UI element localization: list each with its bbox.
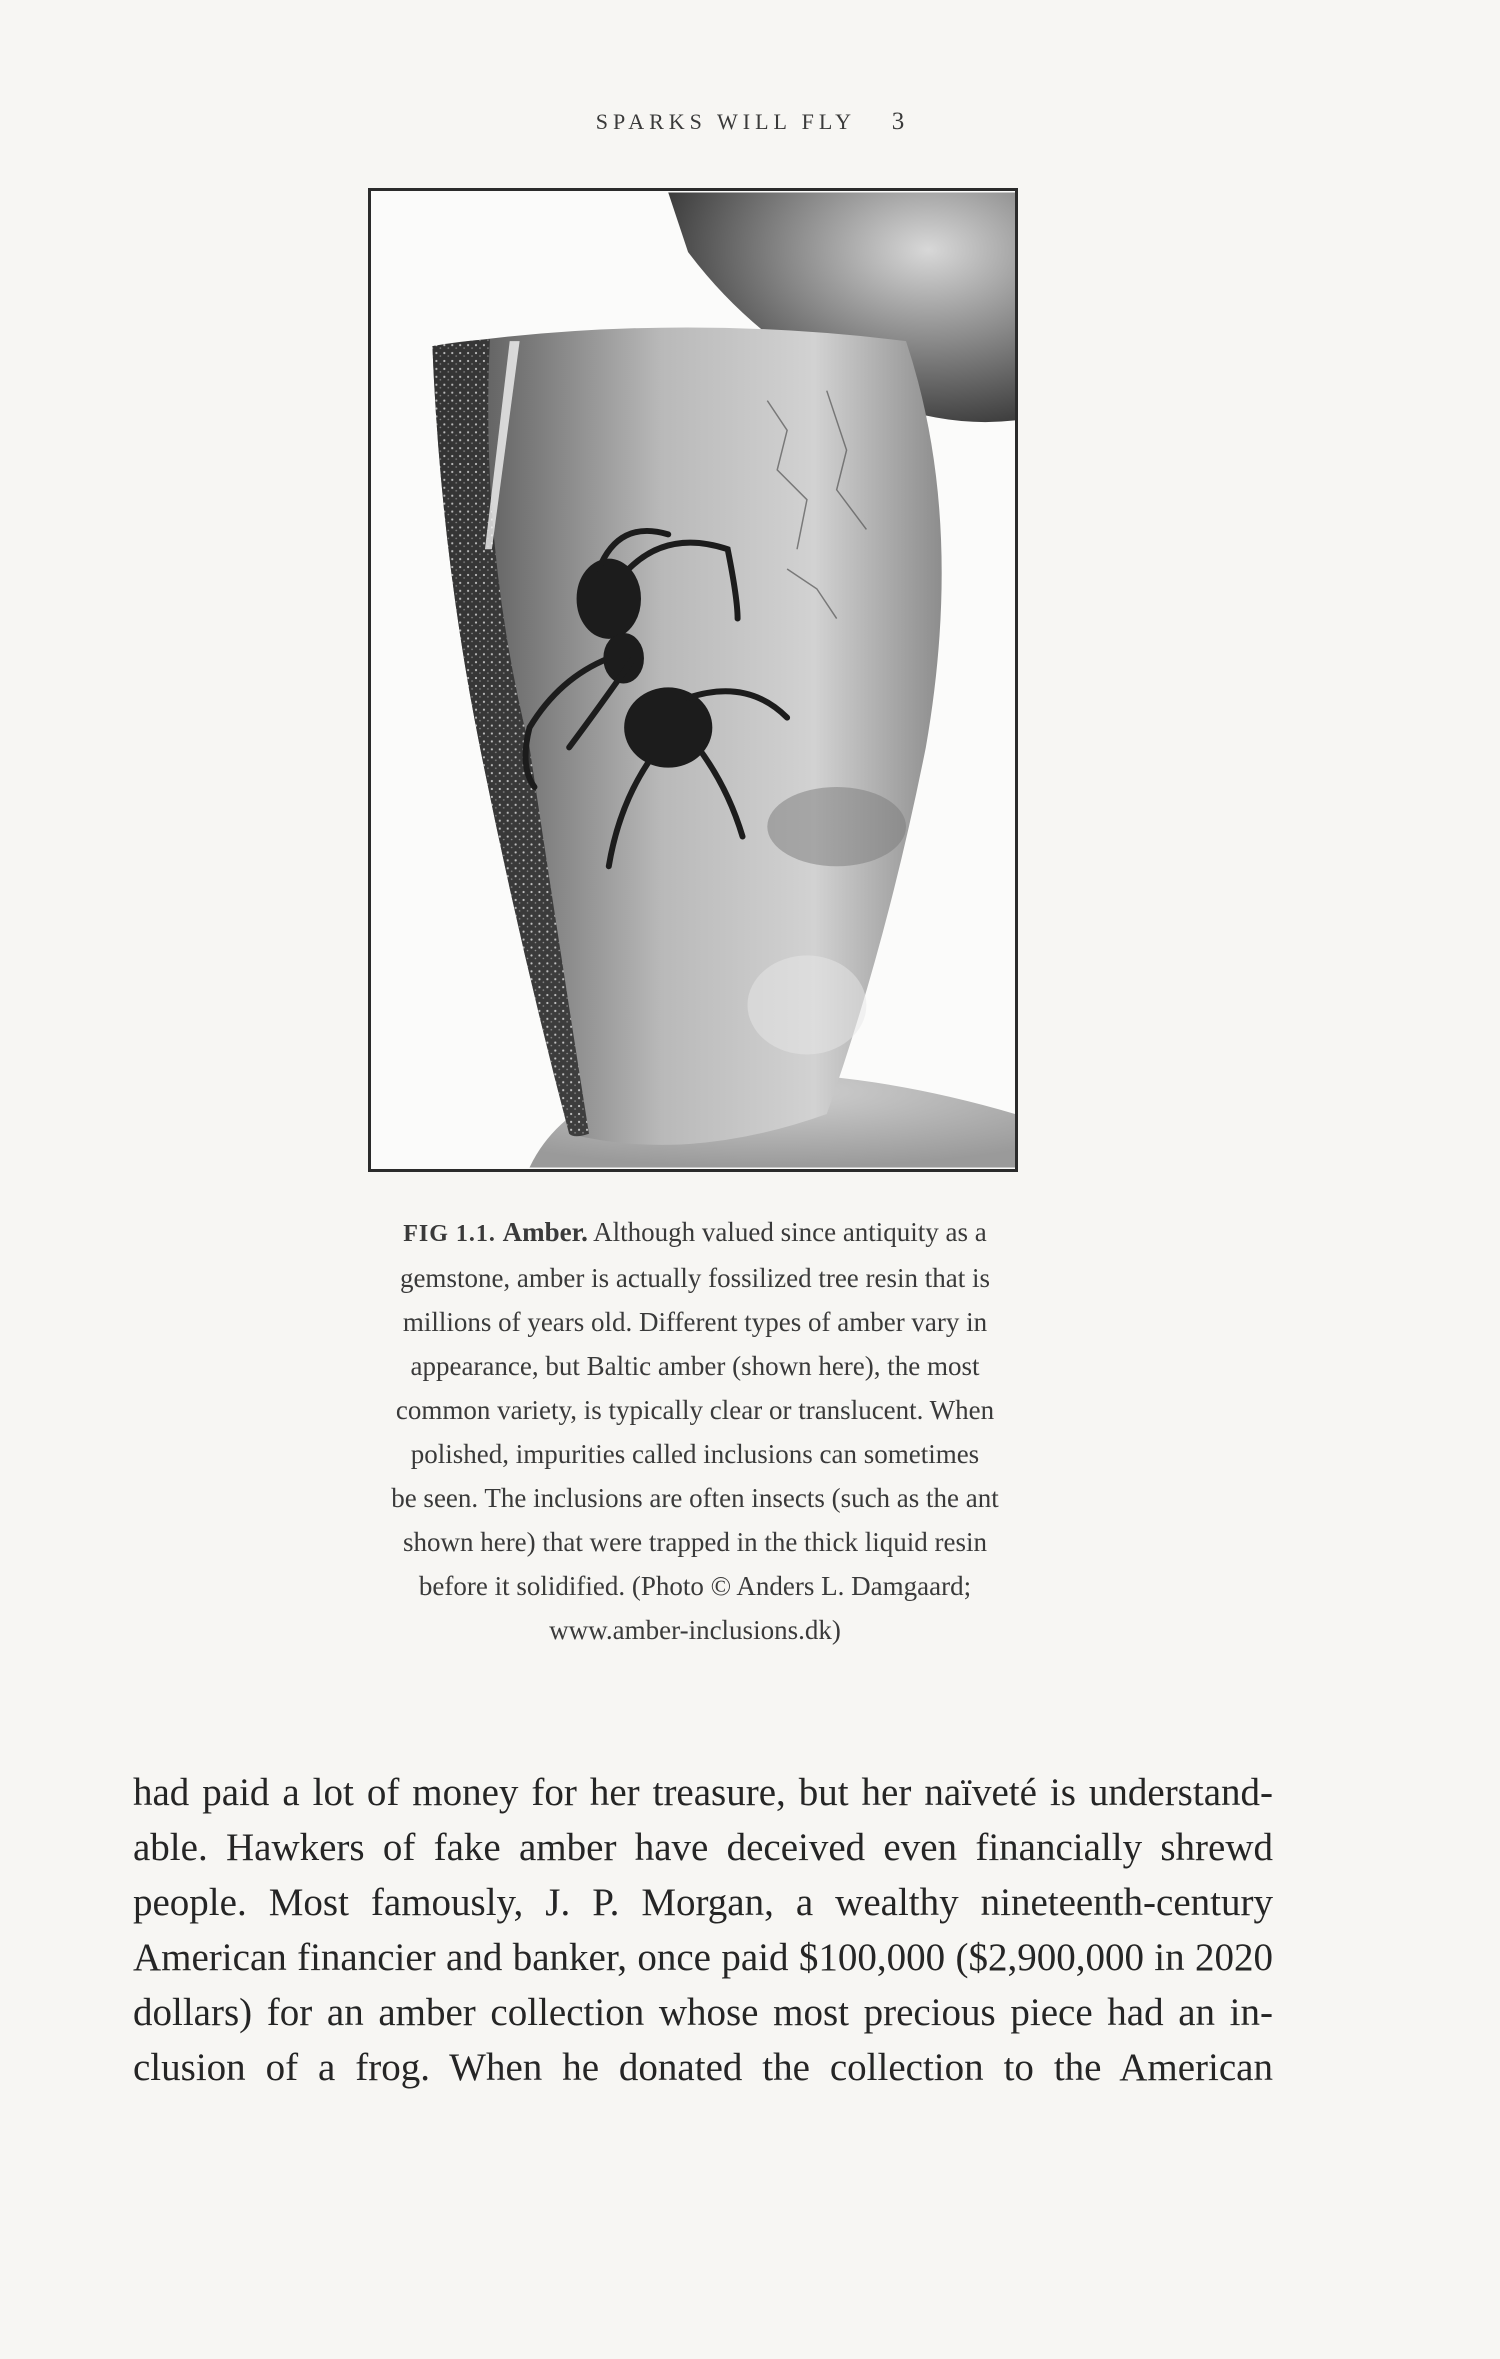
body-line: dollars) for an amber collection whose most precious piece had an in- [133,1991,1273,2034]
caption-line: before it solidified. (Photo © Anders L. Damgaard; [418,1571,972,1601]
body-line: American financier and banker, once paid $100,000 ($2,900,000 in 2020 [133,1936,1273,1979]
body-line: people. Most famously, J. P. Morgan, a wealthy nineteenth-century [133,1881,1273,1924]
body-line: clusion of a frog. When he donated the collection to the American [133,2046,1273,2089]
caption-line: millions of years old. Different types of amber vary in [402,1307,988,1337]
caption-line: be seen. The inclusions are often insects (such as the ant [391,1483,999,1513]
body-line: had paid a lot of money for her treasure, but her naïveté is understand- [133,1771,1273,1814]
caption-line: Although valued since antiquity as a [593,1217,987,1247]
caption-line: polished, impurities called inclusions can sometimes [410,1439,980,1469]
caption-line: common variety, is typically clear or translucent. When [395,1395,995,1425]
amber-ant-illustration [371,191,1015,1169]
caption-line: www.amber-inclusions.dk) [549,1615,841,1645]
figure-title: Amber. [502,1217,588,1247]
running-title: SPARKS WILL FLY [595,109,856,134]
caption-line: shown here) that were trapped in the thick liquid resin [402,1527,988,1557]
amber-photo [368,188,1018,1172]
body-line: able. Hawkers of fake amber have deceived even financially shrewd [133,1826,1273,1869]
figure-label: FIG 1.1. [403,1221,496,1247]
caption-line: gemstone, amber is actually fossilized tree resin that is [399,1263,991,1293]
page-number: 3 [891,108,905,135]
figure-caption [350,1210,1040,1652]
running-head [0,108,1500,136]
body-paragraph [133,1765,1273,2095]
caption-line: appearance, but Baltic amber (shown here), the most [410,1351,980,1381]
